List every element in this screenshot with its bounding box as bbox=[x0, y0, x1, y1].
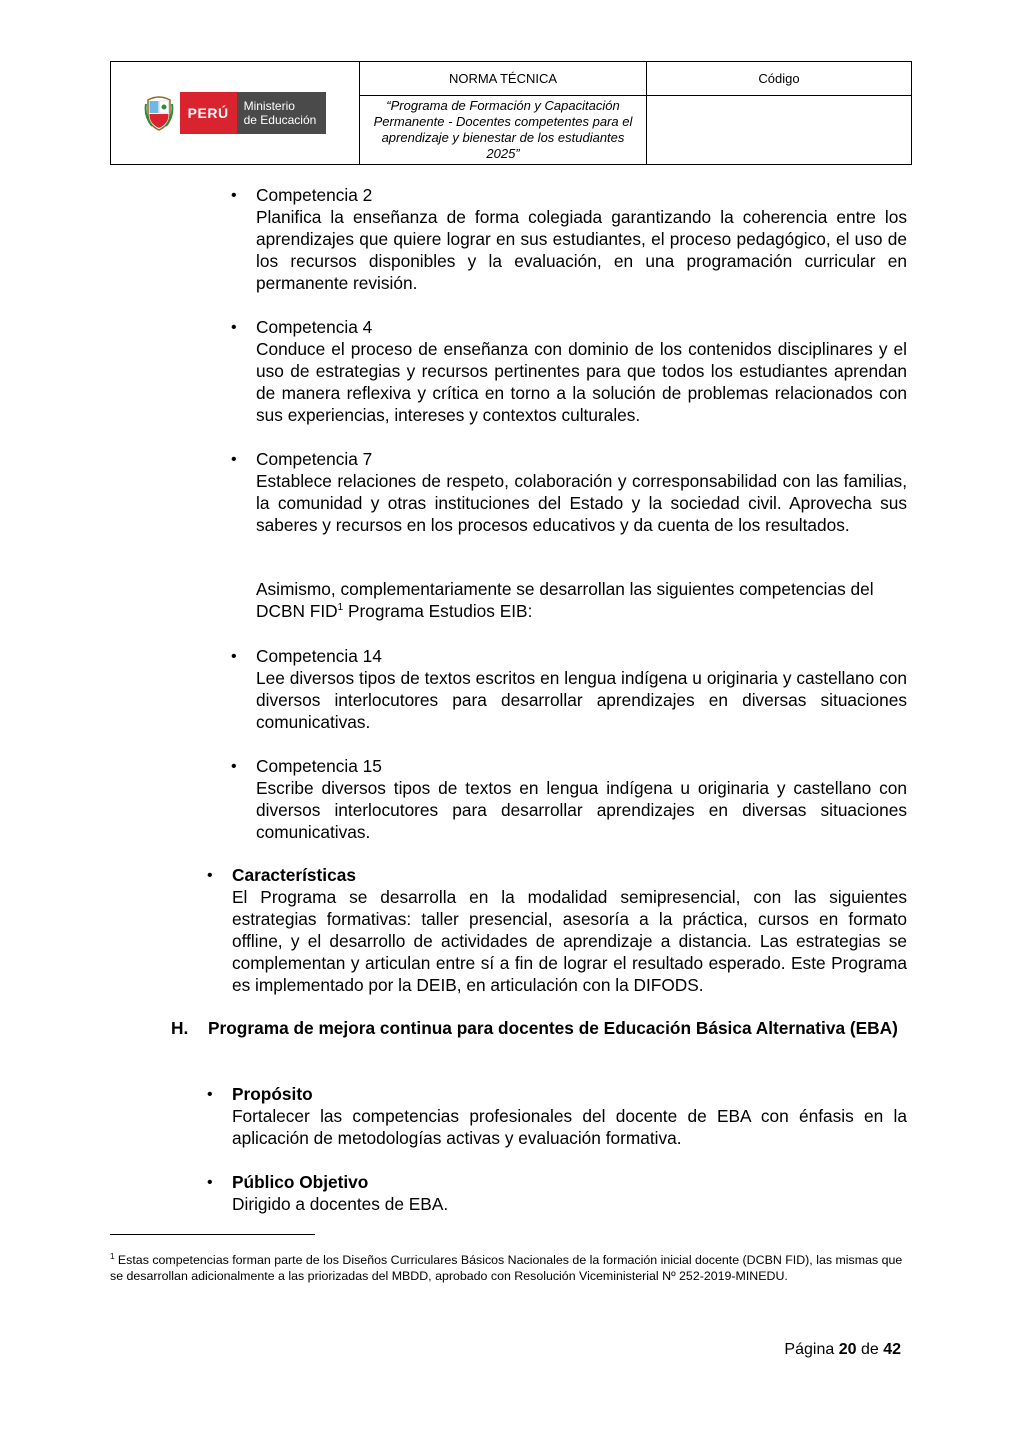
bullet-icon: • bbox=[207, 1086, 213, 1103]
caracteristicas bbox=[232, 865, 907, 996]
competencia-7-title: Competencia 7 bbox=[256, 449, 373, 469]
publico-objetivo bbox=[232, 1172, 907, 1216]
proposito-title: Propósito bbox=[232, 1084, 313, 1104]
coat-of-arms-icon bbox=[144, 94, 174, 132]
proposito bbox=[232, 1084, 907, 1150]
peru-label: PERÚ bbox=[180, 92, 237, 134]
competencia-4 bbox=[256, 317, 907, 427]
publico-objetivo-title: Público Objetivo bbox=[232, 1172, 369, 1192]
proposito-text: Fortalecer las competencias profesionales del docente de EBA con énfasis en la aplicación de metodologías activas y evaluación formativa. bbox=[232, 1105, 907, 1148]
codigo-label-cell: Código bbox=[647, 62, 912, 96]
competencia-4-title: Competencia 4 bbox=[256, 317, 373, 337]
bullet-icon: • bbox=[231, 451, 237, 468]
page-number: Página 20 de 42 bbox=[784, 1341, 901, 1358]
competencia-15-title: Competencia 15 bbox=[256, 756, 382, 776]
asimismo-paragraph: Asimismo, complementariamente se desarrollan las siguientes competencias del DCBN FID$^1$ Programa Estudios EIB: bbox=[256, 579, 874, 621]
competencia-4-text: Conduce el proceso de enseñanza con dominio de los contenidos disciplinares y el uso de estrategias y recursos pertinentes para que todos los estudiantes aprendan de manera reflexiva y crítica en torno a la solución de problemas relacionados con sus experiencias, intereses y contextos culturales. bbox=[256, 338, 907, 425]
caracteristicas-title: Características bbox=[232, 865, 356, 885]
bullet-icon: • bbox=[207, 1174, 213, 1191]
bullet-icon: • bbox=[207, 867, 213, 884]
total-pages: 42 bbox=[883, 1341, 901, 1358]
norma-tecnica-cell: NORMA TÉCNICA bbox=[360, 62, 647, 96]
competencia-2 bbox=[256, 185, 907, 295]
bullet-icon: • bbox=[231, 648, 237, 665]
competencia-15 bbox=[256, 756, 907, 844]
competencia-14 bbox=[256, 646, 907, 734]
competencia-14-title: Competencia 14 bbox=[256, 646, 382, 666]
competencia-7 bbox=[256, 449, 907, 537]
bullet-icon: • bbox=[231, 187, 237, 204]
publico-objetivo-text: Dirigido a docentes de EBA. bbox=[232, 1193, 449, 1214]
competencia-2-title: Competencia 2 bbox=[256, 185, 373, 205]
document-header bbox=[110, 61, 912, 165]
footnote-text: Estas competencias forman parte de los Diseños Curriculares Básicos Nacionales de la formación inicial docente (DCBN FID), las mismas que se desarrollan adicionalmente a las priorizadas del MBDD, aprobado con Resolución Viceministerial Nº 252-2019-MINEDU. bbox=[110, 1253, 903, 1283]
ministerio-label: Ministerio de Educación bbox=[237, 92, 327, 134]
caracteristicas-text: El Programa se desarrolla en la modalidad semipresencial, con las siguientes estrategias formativas: taller presencial, asesoría a la práctica, cursos en formato offline, y el desarrollo de actividades de aprendizaje a distancia. Las estrategias se complementan y articulan entre sí a fin de lograr el resultado esperado. Este Programa es implementado por la DEIB, en articulación con la DIFODS. bbox=[232, 886, 907, 995]
footnote-separator bbox=[110, 1234, 315, 1235]
section-h-title: Programa de mejora continua para docentes de Educación Básica Alternativa (EBA) bbox=[208, 1018, 898, 1038]
footnote-number: 1 bbox=[110, 1251, 115, 1261]
minedu-logo bbox=[111, 92, 359, 134]
section-h-letter: H. bbox=[171, 1018, 189, 1038]
peru-ministerio-badge bbox=[180, 92, 327, 134]
bullet-icon: • bbox=[231, 319, 237, 336]
competencia-7-text: Establece relaciones de respeto, colaboración y corresponsabilidad con las familias, la comunidad y otras instituciones del Estado y la sociedad civil. Aprovecha sus saberes y recursos en los procesos educativos y da cuenta de los resultados. bbox=[256, 470, 907, 535]
logo-cell bbox=[111, 62, 360, 165]
program-title-cell: “Programa de Formación y Capacitación Permanente - Docentes competentes para el aprendizaje y bienestar de los estudiantes 2025” bbox=[360, 96, 647, 165]
competencia-15-text: Escribe diversos tipos de textos en lengua indígena u originaria y castellano con diversos interlocutores para desarrollar aprendizajes en diversas situaciones comunicativas. bbox=[256, 777, 907, 842]
codigo-value-cell bbox=[647, 96, 912, 165]
competencia-2-text: Planifica la enseñanza de forma colegiada garantizando la coherencia entre los aprendizajes que quiere lograr en sus estudiantes, el proceso pedagógico, el uso de los recursos disponibles y la evaluación, en una programación curricular en permanente revisión. bbox=[256, 206, 907, 293]
footnote-ref[interactable]: 1 bbox=[337, 602, 344, 614]
competencia-14-text: Lee diversos tipos de textos escritos en lengua indígena u originaria y castellano con diversos interlocutores para desarrollar aprendizajes en diversas situaciones comunicativas. bbox=[256, 667, 907, 732]
footnote bbox=[110, 1252, 912, 1284]
bullet-icon: • bbox=[231, 758, 237, 775]
current-page: 20 bbox=[838, 1341, 857, 1358]
